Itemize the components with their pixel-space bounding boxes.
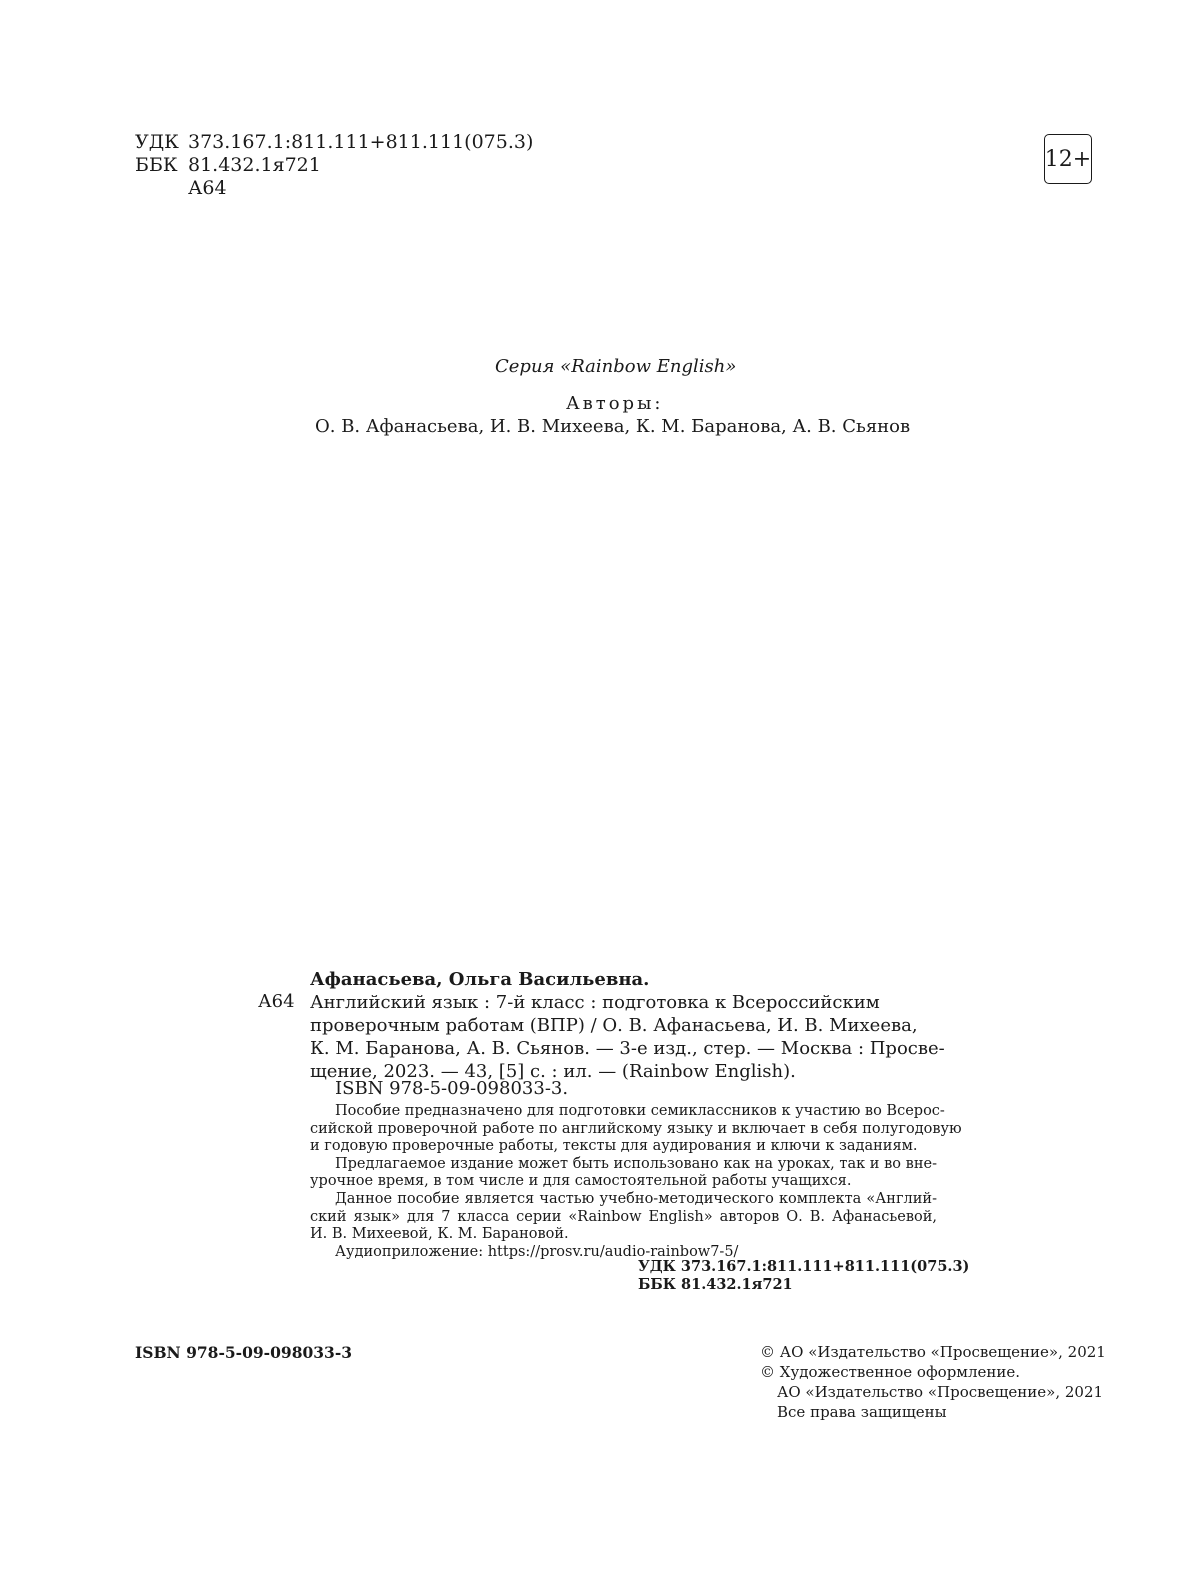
catalog-entry-description <box>310 991 945 1083</box>
annotation-line: Данное пособие является частью учебно-методического комплекта «Англий- <box>335 1190 937 1207</box>
copyright-block <box>760 1342 1106 1422</box>
udk-value: 373.167.1:811.111+811.111(075.3) <box>188 131 534 153</box>
catalog-entry-isbn: ISBN 978-5-09-098033-3. <box>335 1078 569 1099</box>
age-rating-badge: 12+ <box>1044 134 1092 184</box>
annotation-line: урочное время, в том числе и для самостоятельной работы учащихся. <box>310 1173 852 1190</box>
bbk-value: 81.432.1я721 <box>188 154 321 176</box>
author-mark-row <box>135 177 533 200</box>
annotation-line: Предлагаемое издание может быть использовано как на уроках, так и во вне- <box>335 1155 937 1172</box>
description-line: К. М. Баранова, А. В. Сьянов. — 3-е изд., стер. — Москва : Просве- <box>310 1038 945 1059</box>
authors-label: Авторы: <box>566 393 664 414</box>
author-mark: А64 <box>188 177 227 199</box>
copyright-line: Все права защищены <box>777 1403 947 1421</box>
classification-block <box>638 1258 969 1294</box>
classification-udk: УДК 373.167.1:811.111+811.111(075.3) <box>638 1258 970 1275</box>
description-line: щение, 2023. — 43, [5] с. : ил. — (Rainbow English). <box>310 1061 796 1082</box>
annotation <box>310 1103 962 1261</box>
annotation-line: и годовую проверочные работы, тексты для аудирования и ключи к заданиям. <box>310 1138 918 1155</box>
description-line: проверочным работам (ВПР) / О. В. Афанасьева, И. В. Михеева, <box>310 1015 918 1036</box>
annotation-line: Пособие предназначено для подготовки семиклассников к участию во Всерос- <box>335 1103 945 1119</box>
udk-label: УДК <box>135 131 179 153</box>
series-title: Серия «Rainbow English» <box>495 356 737 377</box>
description-line: Английский язык : 7-й класс : подготовка к Всероссийским <box>310 992 880 1013</box>
bbk-label: ББК <box>135 154 178 176</box>
bottom-isbn: ISBN 978-5-09-098033-3 <box>135 1343 353 1362</box>
catalog-entry-code: А64 <box>258 991 295 1012</box>
copyright-line: © Художественное оформление. <box>760 1363 1021 1381</box>
authors-names: О. В. Афанасьева, И. В. Михеева, К. М. Баранова, А. В. Сьянов <box>315 416 911 437</box>
top-classification-codes <box>135 131 533 200</box>
annotation-line: Аудиоприложение: https://prosv.ru/audio-rainbow7-5/ <box>335 1243 739 1260</box>
copyright-line: АО «Издательство «Просвещение», 2021 <box>777 1383 1104 1401</box>
copyright-line: © АО «Издательство «Просвещение», 2021 <box>760 1343 1106 1361</box>
classification-bbk: ББК 81.432.1я721 <box>638 1276 793 1293</box>
annotation-line: И. В. Михеевой, К. М. Барановой. <box>310 1226 569 1243</box>
bbk-row <box>135 154 533 177</box>
catalog-entry-author: Афанасьева, Ольга Васильевна. <box>310 969 650 990</box>
annotation-line: сийской проверочной работе по английскому языку и включает в себя полугодовую <box>310 1120 962 1137</box>
udk-row <box>135 131 533 154</box>
annotation-line: ский язык» для 7 класса серии «Rainbow English» авторов О. В. Афанасьевой, <box>310 1208 937 1225</box>
